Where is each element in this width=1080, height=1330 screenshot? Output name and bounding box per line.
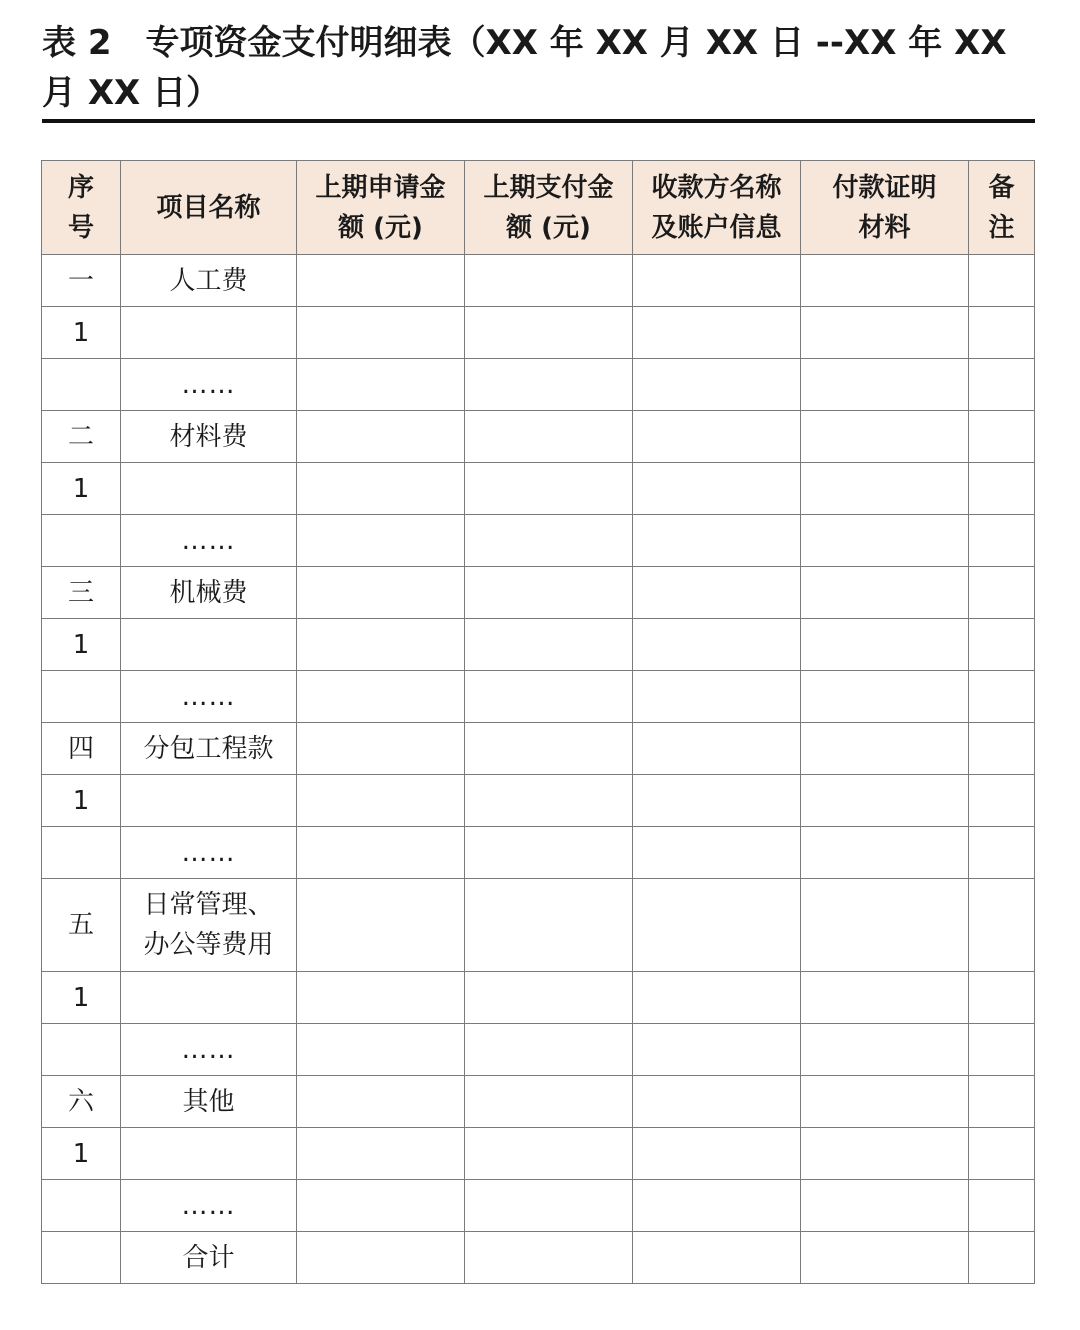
cell-remarks [969,515,1035,567]
cell-payment-proof [801,1128,969,1180]
cell-remarks [969,1128,1035,1180]
cell-prev-paid-amount [465,879,633,972]
cell-prev-paid-amount [465,1024,633,1076]
cell-payee-account-info [633,775,801,827]
cell-remarks [969,359,1035,411]
cell-remarks [969,255,1035,307]
cell-seq: 四 [42,723,121,775]
table-row [42,1232,1035,1284]
cell-prev-paid-amount [465,463,633,515]
cell-seq: 1 [42,775,121,827]
cell-project-name-text: 其他 [182,1086,235,1117]
cell-project-name [121,827,297,879]
cell-payment-proof [801,619,969,671]
cell-payee-account-info [633,1024,801,1076]
cell-payment-proof [801,1180,969,1232]
cell-payee-account-info [633,671,801,723]
cell-project-name [121,515,297,567]
header-prev-paid-amount: 上期支付金 额 (元) [465,161,633,255]
table-row [42,619,1035,671]
cell-remarks [969,307,1035,359]
cell-prev-applied-amount [297,1180,465,1232]
cell-project-name-text: 合计 [182,1242,235,1273]
cell-project-name-text: 日常管理、 办公等费用 [143,890,274,960]
table-row [42,827,1035,879]
table-row [42,307,1035,359]
cell-project-name [121,619,297,671]
cell-project-name-text: 分包工程款 [143,733,274,764]
cell-remarks [969,879,1035,972]
cell-prev-paid-amount [465,567,633,619]
cell-prev-applied-amount [297,775,465,827]
cell-remarks [969,827,1035,879]
cell-prev-paid-amount [465,775,633,827]
cell-project-name [121,1076,297,1128]
cell-payment-proof [801,671,969,723]
title-underline [42,119,1035,123]
cell-payee-account-info [633,1128,801,1180]
cell-payment-proof [801,1232,969,1284]
cell-prev-applied-amount [297,515,465,567]
cell-payment-proof [801,879,969,972]
cell-remarks [969,1024,1035,1076]
cell-project-name [121,255,297,307]
cell-prev-applied-amount [297,463,465,515]
cell-prev-applied-amount [297,567,465,619]
cell-seq: 1 [42,307,121,359]
cell-seq: 一 [42,255,121,307]
header-prev-applied-amount: 上期申请金 额 (元) [297,161,465,255]
cell-prev-applied-amount [297,723,465,775]
table-row [42,671,1035,723]
cell-prev-paid-amount [465,411,633,463]
cell-seq [42,359,121,411]
cell-project-name [121,1180,297,1232]
table-row [42,567,1035,619]
cell-prev-paid-amount [465,1232,633,1284]
cell-project-name [121,723,297,775]
cell-prev-paid-amount [465,1180,633,1232]
cell-seq [42,1180,121,1232]
cell-payee-account-info [633,411,801,463]
payment-detail-table [41,160,1035,1284]
cell-project-name [121,1128,297,1180]
cell-remarks [969,723,1035,775]
cell-project-name [121,1024,297,1076]
cell-seq: 六 [42,1076,121,1128]
cell-seq: 1 [42,972,121,1024]
cell-prev-applied-amount [297,359,465,411]
cell-remarks [969,972,1035,1024]
cell-prev-applied-amount [297,411,465,463]
table-row [42,1024,1035,1076]
cell-payee-account-info [633,1232,801,1284]
cell-project-name-text: …… [181,525,236,556]
cell-payment-proof [801,1076,969,1128]
cell-project-name-text: 机械费 [169,577,248,608]
cell-seq: 五 [42,879,121,972]
table-header-row [42,161,1035,255]
cell-payee-account-info [633,1076,801,1128]
cell-payment-proof [801,567,969,619]
cell-project-name [121,411,297,463]
cell-project-name-text: 人工费 [169,265,248,296]
cell-prev-paid-amount [465,619,633,671]
cell-project-name [121,671,297,723]
cell-project-name-text: …… [181,681,236,712]
cell-seq: 1 [42,1128,121,1180]
cell-project-name [121,775,297,827]
cell-project-name [121,359,297,411]
cell-payment-proof [801,411,969,463]
table-row [42,255,1035,307]
cell-payee-account-info [633,307,801,359]
cell-project-name [121,879,297,972]
cell-project-name [121,1232,297,1284]
cell-remarks [969,463,1035,515]
header-project-name: 项目名称 [121,161,297,255]
cell-payment-proof [801,255,969,307]
cell-prev-applied-amount [297,1128,465,1180]
cell-prev-paid-amount [465,827,633,879]
cell-remarks [969,1076,1035,1128]
cell-payment-proof [801,723,969,775]
cell-prev-paid-amount [465,723,633,775]
cell-project-name [121,972,297,1024]
cell-remarks [969,1232,1035,1284]
cell-seq: 1 [42,463,121,515]
cell-project-name [121,567,297,619]
cell-prev-paid-amount [465,515,633,567]
cell-payment-proof [801,972,969,1024]
cell-prev-applied-amount [297,671,465,723]
table-row [42,359,1035,411]
cell-seq [42,1024,121,1076]
cell-prev-paid-amount [465,972,633,1024]
cell-seq [42,671,121,723]
cell-payee-account-info [633,1180,801,1232]
cell-payment-proof [801,827,969,879]
header-remarks: 备 注 [969,161,1035,255]
cell-prev-applied-amount [297,255,465,307]
cell-prev-paid-amount [465,1076,633,1128]
cell-prev-paid-amount [465,307,633,359]
table-row [42,411,1035,463]
cell-seq [42,1232,121,1284]
header-payment-proof: 付款证明 材料 [801,161,969,255]
cell-payee-account-info [633,567,801,619]
cell-payment-proof [801,1024,969,1076]
cell-prev-applied-amount [297,1232,465,1284]
table-row [42,1076,1035,1128]
cell-project-name-text: 材料费 [169,421,248,452]
cell-seq: 二 [42,411,121,463]
cell-payee-account-info [633,515,801,567]
table-row [42,1180,1035,1232]
table-row [42,972,1035,1024]
cell-project-name-text: …… [181,369,236,400]
cell-remarks [969,567,1035,619]
cell-remarks [969,1180,1035,1232]
table-row [42,515,1035,567]
cell-prev-paid-amount [465,255,633,307]
table-row [42,1128,1035,1180]
cell-prev-paid-amount [465,1128,633,1180]
cell-project-name-text: …… [181,1034,236,1065]
cell-remarks [969,671,1035,723]
cell-project-name [121,307,297,359]
cell-payment-proof [801,463,969,515]
cell-payment-proof [801,515,969,567]
cell-prev-paid-amount [465,359,633,411]
cell-project-name [121,463,297,515]
cell-payment-proof [801,775,969,827]
cell-project-name-text: …… [181,1190,236,1221]
cell-payee-account-info [633,255,801,307]
table-row [42,463,1035,515]
cell-remarks [969,775,1035,827]
cell-prev-applied-amount [297,307,465,359]
table-row [42,879,1035,972]
table-row [42,723,1035,775]
cell-remarks [969,411,1035,463]
cell-seq: 1 [42,619,121,671]
cell-payment-proof [801,359,969,411]
cell-project-name-text: …… [181,837,236,868]
cell-payee-account-info [633,827,801,879]
cell-payee-account-info [633,359,801,411]
header-payee-account-info: 收款方名称 及账户信息 [633,161,801,255]
cell-seq: 三 [42,567,121,619]
header-seq: 序 号 [42,161,121,255]
table-row [42,775,1035,827]
cell-seq [42,515,121,567]
cell-payment-proof [801,307,969,359]
cell-payee-account-info [633,723,801,775]
cell-prev-applied-amount [297,972,465,1024]
cell-prev-applied-amount [297,1024,465,1076]
document-title: 表 2 专项资金支付明细表（XX 年 XX 月 XX 日 --XX 年 XX 月 XX 日） [42,23,1007,113]
cell-payee-account-info [633,972,801,1024]
cell-prev-applied-amount [297,879,465,972]
cell-prev-applied-amount [297,619,465,671]
cell-payee-account-info [633,619,801,671]
cell-payee-account-info [633,879,801,972]
cell-remarks [969,619,1035,671]
cell-prev-applied-amount [297,827,465,879]
cell-prev-paid-amount [465,671,633,723]
cell-payee-account-info [633,463,801,515]
cell-prev-applied-amount [297,1076,465,1128]
cell-seq [42,827,121,879]
